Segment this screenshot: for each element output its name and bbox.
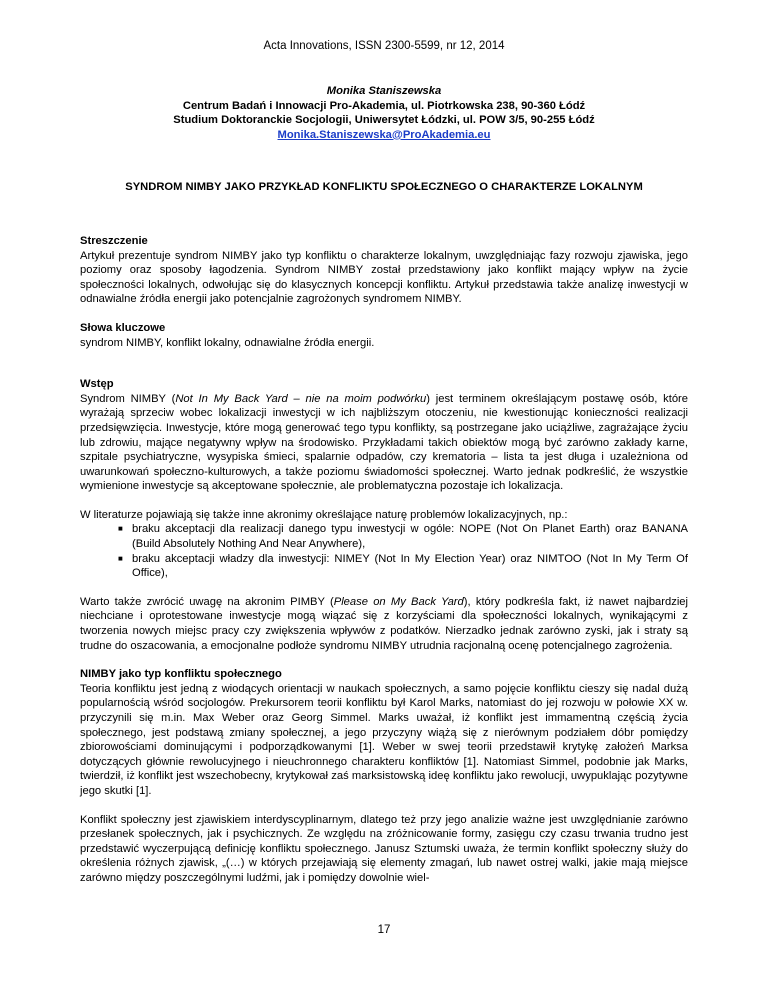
running-header: Acta Innovations, ISSN 2300-5599, nr 12, 2014 bbox=[263, 40, 505, 52]
page-number: 17 bbox=[377, 924, 391, 936]
section-2-paragraph-1: Teoria konfliktu jest jedną z wiodących orientacji w naukach społecznych, a samo pojęcie konfliktu cieszy się nadal dużą popularnością wśród socjologów. Prekursorem teorii konfliktu był Karol Marks, natomiast do jej rozwoju w połowie XX w. przyczynili się m.in. Max Weber oraz Georg Simmel. Marks uważał, iż konflikt jest immamentną częścią życia społecznego, jest podstawą zmiany społecznej, a jego przyczyny wiążą się z nierównym podziałem dóbr pomiędzy zbiorowościami dominującymi i podporządkowanymi [1]. Weber w swej teorii przedstawił krytykę założeń Marksa dotyczących głównie rewolucyjnego i nieuchronnego charakteru konfliktów [1]. Natomiast Simmel, podobnie jak Marks, twierdził, iż konflikt jest wszechobecny, krytykował zaś marksistowską ideę konfliktu jako rewolucji, uwypuklając pozytywne jego skutki [1]. bbox=[80, 682, 688, 797]
intro-paragraph-1: Syndrom NIMBY (Not In My Back Yard – nie na moim podwórku) jest terminem określającym postawę osób, które wyrażają sprzeciw wobec lokalizacji inwestycji w ich najbliższym otoczeniu, nie kwestionując konieczności realizacji przedsięwzięcia. Inwestycje, które mogą generować tego typu konflikty, są postrzegane jako uciążliwe, zagrażające życiu lub zdrowiu, mające negatywny wpływ na środowisko. Przykładami takich obiektów mogą być zarówno zakłady karne, szpitale psychiatryczne, wysypiska śmieci, spalarnie odpadów, czy krematoria – lista ta jest długa i uzależniona od uwarunkowań społeczno-kulturowych, a także poziomu świadomości społecznej. Warto jednak podkreślić, że wszystkie wymienione inwestycje są akceptowane społecznie, ale problematyczna pozostaje ich lokalizacja. bbox=[80, 392, 689, 493]
square-bullet-icon: ■ bbox=[118, 553, 123, 563]
article-body bbox=[80, 84, 688, 886]
intro-paragraph-2: W literaturze pojawiają się także inne akronimy określające naturę problemów lokalizacyjnych, np.: bbox=[80, 508, 568, 521]
author-name: Monika Staniszewska bbox=[326, 85, 442, 97]
acronym-list bbox=[80, 522, 688, 580]
intro-heading: Wstęp bbox=[80, 378, 114, 391]
keywords-text: syndrom NIMBY, konflikt lokalny, odnawialne źródła energii. bbox=[80, 336, 375, 349]
affiliation-2: Studium Doktoranckie Socjologii, Uniwersytet Łódzki, ul. POW 3/5, 90-255 Łódź bbox=[173, 114, 595, 127]
section-2-heading: NIMBY jako typ konfliktu społecznego bbox=[80, 668, 282, 681]
affiliation-1: Centrum Badań i Innowacji Pro-Akademia, ul. Piotrkowska 238, 90-360 Łódź bbox=[182, 99, 586, 112]
author-email-link[interactable]: Monika.Staniszewska@ProAkademia.eu bbox=[277, 128, 491, 141]
abstract-text: Artykuł prezentuje syndrom NIMBY jako typ konfliktu o charakterze lokalnym, uwzględniając fazy rozwoju zjawiska, jego poziomy oraz sposoby łagodzenia. Syndrom NIMBY został przedstawiony jako konflikt mający wpływ na życie społeczności lokalnych, odwołując się do klasycznych koncepcji konfliktu. Artykuł przedstawia także analizę inwestycji w odnawialne źródła energii jako potencjalnie zagrożonych syndromem NIMBY. bbox=[80, 249, 688, 306]
section-2-paragraph-2: Konflikt społeczny jest zjawiskiem interdyscyplinarnym, dlatego też przy jego analizie ważne jest uwzględnianie zarówno przesłanek społecznych, jak i psychicznych. Ze względu na zróżnicowanie formy, zasięgu czy czasu trwania trudno jest przedstawić wyczerpującą definicję konfliktu społecznego. Janusz Sztumski uważa, że termin konflikt społeczny służy do określenia różnych zjawisk, „(…) w których przejawiają się elementy zmagań, lub nawet ostrej walki, jakie mają miejsce zarówno między poszczególnymi ludźmi, jak i pomiędzy dowolnie wiel- bbox=[80, 813, 688, 884]
square-bullet-icon: ■ bbox=[118, 524, 123, 534]
list-item: ■ braku akceptacji władzy dla inwestycji: NIMEY (Not In My Election Year) oraz NIMTOO (Not In My Term Of Office), bbox=[118, 552, 688, 580]
intro-paragraph-3: Warto także zwrócić uwagę na akronim PIMBY (Please on My Back Yard), który podkreśla fakt, iż nawet najbardziej niechciane i oprotestowane inwestycje mogą wiązać się z korzyściami dla społeczności lokalnych, wynikającymi z tworzenia nowych miejsc pracy czy zwiększenia wpływów z podatków. Nierzadko jednak zarówno zyski, jak i straty są trudne do oszacowania, a emocjonalne podłoże syndromu NIMBY utrudnia racjonalną ocenę potencjalnego zagrożenia. bbox=[80, 595, 689, 652]
abstract-heading: Streszczenie bbox=[80, 234, 148, 247]
list-item: ■ braku akceptacji dla realizacji danego typu inwestycji w ogóle: NOPE (Not On Planet Earth) oraz BANANA (Build Absolutely Nothing And Near Anywhere), bbox=[118, 523, 688, 551]
article-title: SYNDROM NIMBY JAKO PRZYKŁAD KONFLIKTU SPOŁECZNEGO O CHARAKTERZE LOKALNYM bbox=[125, 181, 643, 194]
keywords-heading: Słowa kluczowe bbox=[80, 321, 166, 334]
